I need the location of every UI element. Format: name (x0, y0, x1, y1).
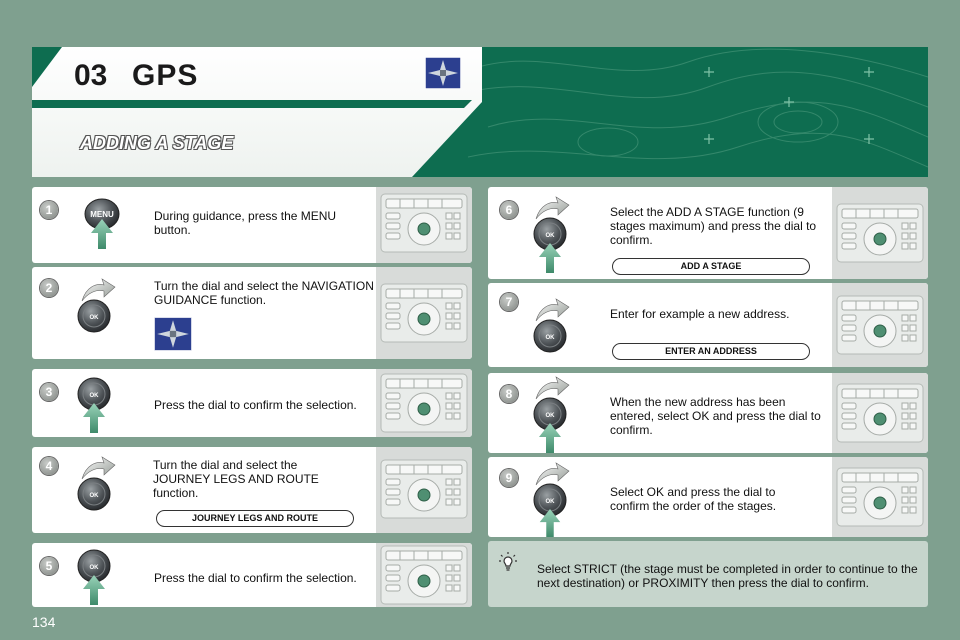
page-number: 134 (32, 614, 56, 630)
ok-label: OK (545, 413, 555, 419)
radio-unit-icon (380, 373, 468, 433)
step-9-panel (488, 457, 928, 537)
step-5-panel (32, 543, 472, 607)
step-text: Turn the dial and select the JOURNEY LEGS AND ROUTE function. (153, 458, 319, 500)
ok-label: OK (545, 335, 555, 341)
step-number: 8 (500, 385, 518, 403)
step-4-panel (32, 447, 472, 533)
step-6-panel (488, 187, 928, 279)
ok-label: OK (89, 315, 99, 321)
step-text: Press the dial to confirm the selection. (154, 571, 357, 585)
step-number: 6 (500, 201, 518, 219)
tip-panel (488, 541, 928, 607)
section-title: ADDING A STAGE (80, 133, 234, 153)
step-text: Turn the dial and select the NAVIGATION GUIDANCE function. (154, 279, 374, 307)
chapter-number: 03 (74, 59, 108, 92)
menu-option-pill: JOURNEY LEGS AND ROUTE (156, 510, 354, 527)
press-arrow-icon (83, 575, 105, 605)
contour-pattern (468, 47, 928, 177)
step-number: 5 (40, 557, 58, 575)
step-text: Enter for example a new address. (610, 307, 790, 321)
ok-label: OK (545, 233, 555, 239)
step-number: 3 (40, 383, 58, 401)
step-number: 7 (500, 293, 518, 311)
ok-label: OK (89, 565, 99, 571)
ok-label: OK (89, 393, 99, 399)
menu-option-pill: ENTER AN ADDRESS (612, 343, 810, 360)
press-arrow-icon (539, 243, 561, 273)
step-1-panel (32, 187, 472, 263)
press-arrow-icon (539, 423, 561, 453)
radio-unit-icon (836, 383, 924, 443)
ok-dial-icon (533, 319, 567, 353)
step-text: When the new address has been entered, select OK and press the dial to confirm. (610, 395, 821, 437)
radio-unit-icon (836, 467, 924, 527)
step-text: Select the ADD A STAGE function (9 stages maximum) and press the dial to confirm. (610, 205, 817, 247)
lightbulb-icon (498, 551, 518, 571)
step-text: Select OK and press the dial to confirm the order of the stages. (610, 485, 777, 513)
ok-dial-icon (77, 299, 111, 333)
radio-unit-icon (836, 203, 924, 263)
tip-text: Select STRICT (the stage must be completed in order to continue to the next destination) or PROXIMITY then press the dial to confirm. (537, 562, 918, 590)
ok-dial-icon (77, 477, 111, 511)
press-arrow-icon (83, 403, 105, 433)
step-2-panel (32, 267, 472, 359)
gps-compass-icon (425, 57, 461, 89)
step-text: Press the dial to confirm the selection. (154, 398, 357, 412)
step-number: 4 (40, 457, 58, 475)
ok-label: OK (545, 499, 555, 505)
step-8-panel (488, 373, 928, 453)
press-arrow-icon (91, 219, 113, 249)
ok-label: OK (89, 493, 99, 499)
radio-unit-icon (380, 193, 468, 253)
press-arrow-icon (539, 509, 561, 537)
chapter-banner (32, 47, 928, 177)
step-text: During guidance, press the MENU button. (154, 209, 337, 237)
gps-compass-icon (154, 317, 192, 351)
menu-option-pill: ADD A STAGE (612, 258, 810, 275)
step-number: 1 (40, 201, 58, 219)
chapter-title: GPS (132, 59, 199, 92)
step-3-panel (32, 369, 472, 437)
radio-unit-icon (380, 459, 468, 519)
radio-unit-icon (380, 283, 468, 343)
radio-unit-icon (836, 295, 924, 355)
step-number: 2 (40, 279, 58, 297)
radio-unit-icon (380, 545, 468, 605)
menu-button-label: MENU (90, 210, 114, 219)
banner-stripe (32, 100, 472, 108)
step-7-panel (488, 283, 928, 367)
step-number: 9 (500, 469, 518, 487)
